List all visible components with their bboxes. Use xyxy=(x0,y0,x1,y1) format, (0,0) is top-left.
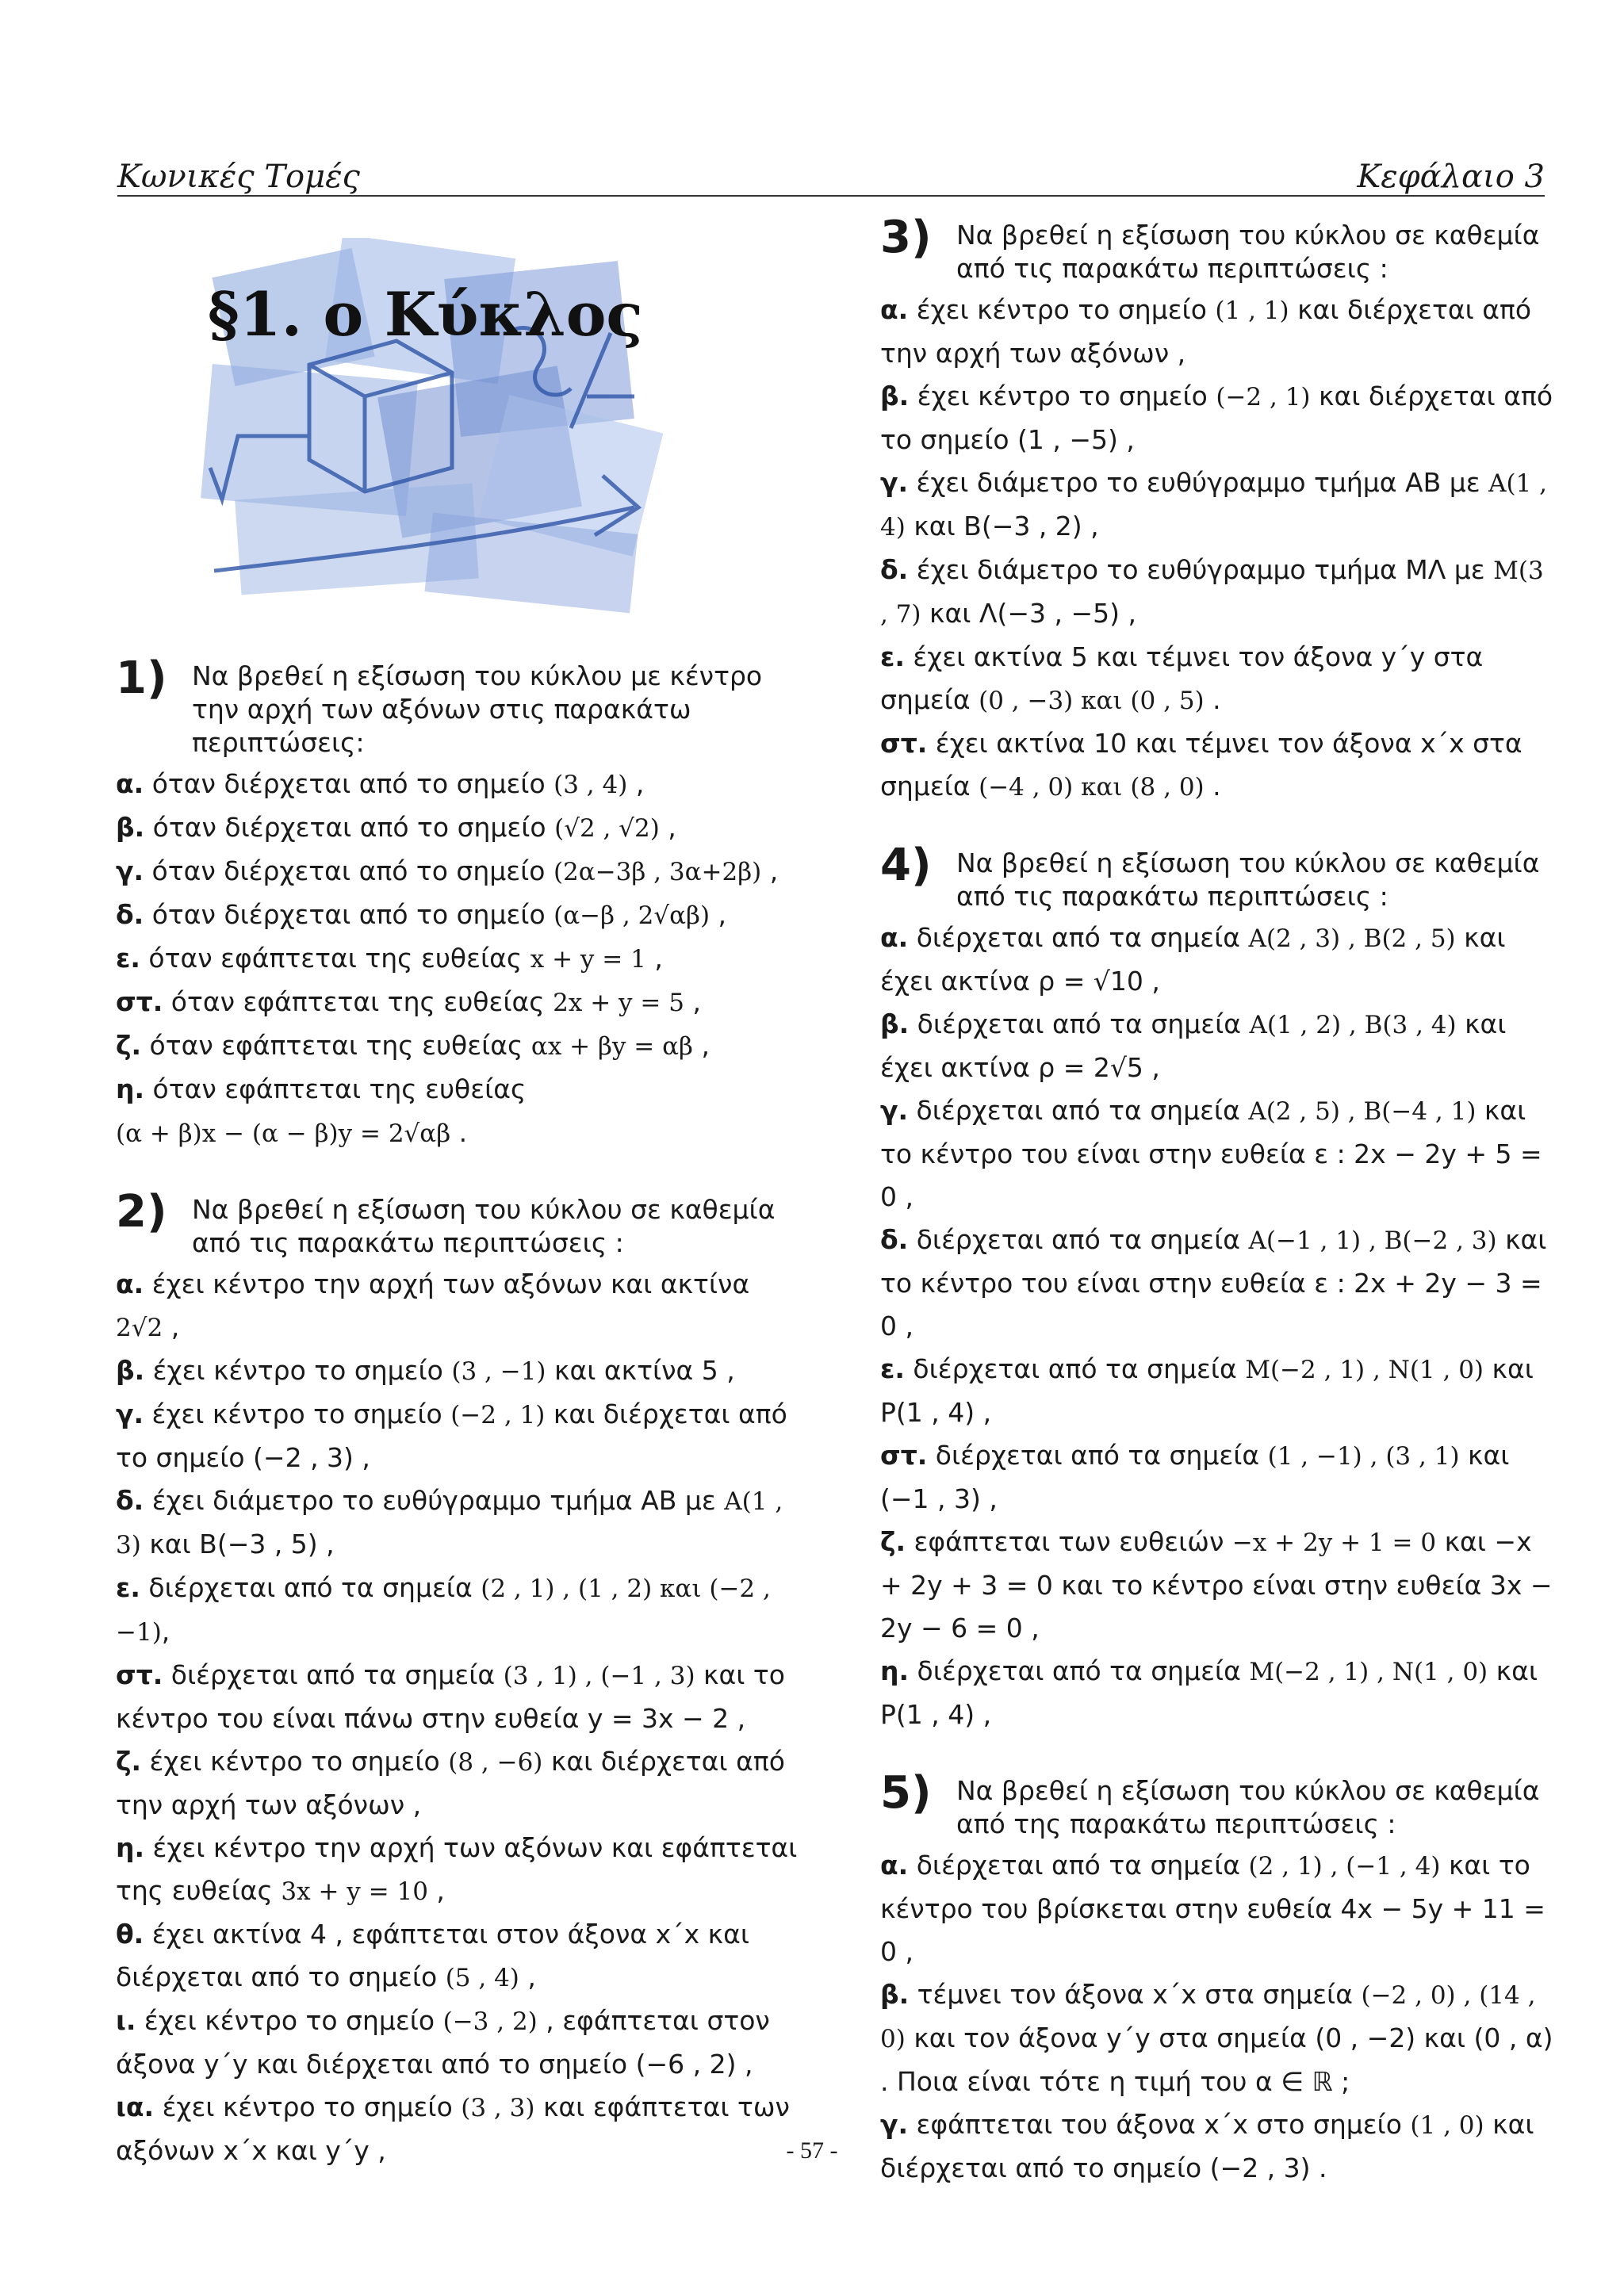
item-label: θ. xyxy=(116,1919,144,1950)
item-label: γ. xyxy=(116,1399,144,1429)
exercise-number: 2) xyxy=(116,1186,167,1238)
item-label: ζ. xyxy=(116,1030,142,1061)
exercise-number: 1) xyxy=(116,652,167,704)
list-item xyxy=(116,1567,798,1654)
section-title: §1. ο Κύκλος xyxy=(208,279,643,350)
list-item xyxy=(116,1349,798,1393)
item-tail: και το κέντρο του είναι στην ευθεία ε : 2x + 2y − 3 = 0 , xyxy=(880,1224,1547,1341)
item-text: εφάπτεται του άξονα x΄x στο σημείο xyxy=(916,2109,1402,2140)
item-text: έχει κέντρο το σημείο xyxy=(149,1746,440,1777)
item-tail: , εφάπτεται στον άξονα y΄y και διέρχεται από το σημείο (−6 , 2) , xyxy=(116,2005,770,2080)
item-tail: και Ρ(1 , 4) , xyxy=(880,1353,1534,1428)
item-text: όταν εφάπτεται της ευθείας xyxy=(149,1030,523,1061)
item-text: έχει κέντρο την αρχή των αξόνων και ακτίνα xyxy=(151,1269,750,1299)
item-tail: , xyxy=(684,986,701,1017)
item-text: διέρχεται από τα σημεία xyxy=(917,1655,1241,1686)
item-label: β. xyxy=(116,812,145,843)
exercise-intro: Να βρεθεί η εξίσωση του κύκλου με κέντρο την αρχή των αξόνων στις παρακάτω περιπτώσεις: xyxy=(192,660,763,758)
list-item xyxy=(880,289,1554,375)
item-math: (−2 , 1) xyxy=(450,1401,546,1429)
item-label: δ. xyxy=(880,554,909,585)
exercise-number: 3) xyxy=(880,212,932,263)
item-label: δ. xyxy=(116,899,144,930)
item-text: όταν εφάπτεται της ευθείας xyxy=(148,943,523,974)
item-math: Α(2 , 3) , Β(2 , 5) xyxy=(1248,924,1456,953)
list-item xyxy=(880,1844,1554,1973)
item-label: στ. xyxy=(880,1440,928,1471)
item-label: στ. xyxy=(116,986,163,1017)
left-column xyxy=(116,652,798,2207)
list-item xyxy=(116,937,798,981)
item-math: 2x + y = 5 xyxy=(553,989,684,1017)
list-item xyxy=(880,461,1554,549)
item-text: όταν διέρχεται από το σημείο xyxy=(152,812,546,843)
item-tail: , xyxy=(645,943,663,974)
item-text: έχει κέντρο το σημείο xyxy=(151,1399,442,1429)
item-math: Μ(−2 , 1) , Ν(1 , 0) xyxy=(1249,1658,1488,1686)
list-item xyxy=(116,1393,798,1479)
item-tail: και έχει ακτίνα ρ = √10 , xyxy=(880,922,1506,997)
item-text: έχει κέντρο το σημείο xyxy=(162,2091,453,2122)
item-tail: και Λ(−3 , −5) , xyxy=(921,598,1136,629)
item-text: διέρχεται από τα σημεία xyxy=(170,1659,496,1690)
item-math: (3 , 4) xyxy=(553,771,628,799)
item-math: (3 , 1) , (−1 , 3) xyxy=(503,1662,695,1690)
list-item xyxy=(880,1434,1554,1521)
item-label: γ. xyxy=(116,855,144,886)
item-math: (8 , −6) xyxy=(448,1748,543,1777)
header-right: Κεφάλαιο 3 xyxy=(1357,159,1545,195)
item-label: στ. xyxy=(880,728,928,759)
item-label: η. xyxy=(116,1832,145,1863)
list-item xyxy=(116,1913,798,1999)
item-label: γ. xyxy=(880,467,909,498)
item-text: διέρχεται από τα σημεία xyxy=(916,1850,1241,1881)
item-text: έχει ακτίνα 5 και τέμνει τον άξονα y΄y στα σημεία xyxy=(880,641,1484,715)
exercise-heading xyxy=(880,212,1554,285)
item-label: η. xyxy=(116,1073,145,1104)
item-math: Α(1 , 3) xyxy=(116,1487,783,1559)
list-item xyxy=(116,1024,798,1068)
item-math: x + y = 1 xyxy=(530,945,646,974)
item-math: αx + βy = αβ xyxy=(530,1032,693,1061)
list-item xyxy=(880,1521,1554,1650)
exercise-intro: Να βρεθεί η εξίσωση του κύκλου σε καθεμία από της παρακάτω περιπτώσεις : xyxy=(956,1775,1540,1839)
list-item xyxy=(116,981,798,1024)
item-math: (3 , −1) xyxy=(451,1357,546,1386)
item-tail: και το κέντρο του βρίσκεται στην ευθεία 4x − 5y + 11 = 0 , xyxy=(880,1850,1545,1967)
exercise-intro: Να βρεθεί η εξίσωση του κύκλου σε καθεμία από τις παρακάτω περιπτώσεις : xyxy=(192,1194,776,1258)
item-tail: , xyxy=(627,768,645,799)
item-label: δ. xyxy=(116,1485,144,1516)
item-math: (3 , 3) xyxy=(461,2094,535,2122)
item-label: ζ. xyxy=(116,1746,142,1777)
exercise-heading xyxy=(880,840,1554,913)
item-math: (−2 , 1) xyxy=(1216,383,1311,411)
item-tail: , xyxy=(710,899,727,930)
item-text: έχει ακτίνα 10 και τέμνει τον άξονα x΄x στα σημεία xyxy=(880,728,1522,802)
item-text: όταν διέρχεται από το σημείο xyxy=(151,855,546,886)
item-text: έχει κέντρο το σημείο xyxy=(144,2005,435,2036)
item-math: (2α−3β , 3α+2β) xyxy=(553,858,762,886)
item-tail: και ακτίνα 5 , xyxy=(546,1355,735,1386)
item-label: ι. xyxy=(116,2005,136,2036)
item-tail: και διέρχεται από την αρχή των αξόνων , xyxy=(116,1746,785,1820)
item-text: διέρχεται από τα σημεία xyxy=(913,1353,1237,1384)
item-label: ε. xyxy=(116,1572,140,1603)
item-label: β. xyxy=(880,381,910,411)
item-tail: . xyxy=(1204,684,1221,715)
item-tail: και έχει ακτίνα ρ = 2√5 , xyxy=(880,1008,1507,1083)
item-math: (5 , 4) xyxy=(445,1964,519,1992)
list-item xyxy=(880,1650,1554,1736)
list-item xyxy=(880,916,1554,1003)
item-tail: και διέρχεται από το σημείο (1 , −5) , xyxy=(880,381,1553,455)
exercise-heading xyxy=(116,652,798,760)
item-text: έχει κέντρο το σημείο xyxy=(917,381,1208,411)
header-left: Κωνικές Τομές xyxy=(117,159,360,195)
item-tail: , xyxy=(692,1030,710,1061)
list-item xyxy=(880,722,1554,809)
list-item xyxy=(880,1219,1554,1348)
exercise-3 xyxy=(880,212,1554,809)
item-math: Α(−1 , 1) , Β(−2 , 3) xyxy=(1248,1226,1497,1255)
item-math: (2 , 1) , (−1 , 4) xyxy=(1248,1852,1441,1881)
list-item xyxy=(116,763,798,806)
exercise-heading xyxy=(116,1186,798,1260)
exercise-intro: Να βρεθεί η εξίσωση του κύκλου σε καθεμία από τις παρακάτω περιπτώσεις : xyxy=(956,220,1540,284)
item-math: Α(2 , 5) , Β(−4 , 1) xyxy=(1248,1097,1477,1126)
exercise-5 xyxy=(880,1767,1554,2190)
item-tail: και τον άξονα y΄y στα σημεία (0 , −2) και (0 , α) . Ποια είναι τότε η τιμή του α ∈ ℝ ; xyxy=(880,2022,1553,2097)
item-label: α. xyxy=(880,294,909,325)
item-tail: και −x + 2y + 3 = 0 και το κέντρο είναι στην ευθεία 3x − 2y − 6 = 0 , xyxy=(880,1526,1553,1644)
item-tail: και διέρχεται από την αρχή των αξόνων , xyxy=(880,294,1532,369)
item-label: δ. xyxy=(880,1224,909,1255)
item-label: ε. xyxy=(880,1353,905,1384)
item-math: 2√2 xyxy=(116,1314,163,1342)
list-item xyxy=(116,1112,798,1155)
list-item xyxy=(880,636,1554,722)
item-label: α. xyxy=(880,922,909,953)
item-math: (α + β)x − (α − β)y = 2√αβ xyxy=(116,1119,451,1148)
list-item xyxy=(880,375,1554,461)
list-item xyxy=(116,894,798,937)
item-label: ε. xyxy=(116,943,140,974)
item-text: διέρχεται από τα σημεία xyxy=(916,1224,1241,1255)
item-tail: και διέρχεται από το σημείο (−2 , 3) . xyxy=(880,2109,1534,2183)
item-text: έχει κέντρο το σημείο xyxy=(152,1355,443,1386)
item-tail: και το κέντρο του είναι στην ευθεία ε : 2x − 2y + 5 = 0 , xyxy=(880,1095,1542,1212)
item-text: όταν εφάπτεται της ευθείας xyxy=(152,1073,527,1104)
item-math: Α(1 , 2) , Β(3 , 4) xyxy=(1249,1011,1457,1039)
item-label: β. xyxy=(116,1355,145,1386)
item-tail: και Β(−3 , 2) , xyxy=(905,511,1099,541)
page-number: - 57 - xyxy=(786,2137,838,2164)
list-item xyxy=(116,1740,798,1827)
item-text: εφάπτεται των ευθειών xyxy=(914,1526,1224,1557)
item-tail: και Ρ(1 , 4) , xyxy=(880,1655,1538,1730)
item-math: Μ(−2 , 1) , Ν(1 , 0) xyxy=(1245,1356,1484,1384)
item-tail: , xyxy=(761,855,779,886)
exercise-2 xyxy=(116,1186,798,2172)
list-item xyxy=(116,1068,798,1112)
item-text: διέρχεται από τα σημεία xyxy=(917,1008,1241,1039)
item-math: (1 , −1) , (3 , 1) xyxy=(1267,1442,1460,1471)
item-tail: , xyxy=(659,812,676,843)
item-text: έχει ακτίνα 4 , εφάπτεται στον άξονα x΄x και διέρχεται από το σημείο xyxy=(116,1919,750,1992)
right-column xyxy=(880,212,1554,2225)
item-math: (√2 , √2) xyxy=(554,814,660,843)
list-item xyxy=(880,1973,1554,2103)
item-tail: και διέρχεται από το σημείο (−2 , 3) , xyxy=(116,1399,787,1473)
item-label: η. xyxy=(880,1655,910,1686)
exercise-1 xyxy=(116,652,798,1155)
item-label: ια. xyxy=(116,2091,155,2122)
item-math: (2 , 1) , (1 , 2) και (−2 , −1) xyxy=(116,1575,771,1647)
exercise-intro: Να βρεθεί η εξίσωση του κύκλου σε καθεμία από τις παρακάτω περιπτώσεις : xyxy=(956,848,1540,912)
exercise-4 xyxy=(880,840,1554,1736)
item-math: 3x + y = 10 xyxy=(281,1877,428,1906)
item-text: όταν διέρχεται από το σημείο xyxy=(151,899,546,930)
page-header xyxy=(117,155,1545,197)
item-math: (−4 , 0) και (8 , 0) xyxy=(979,773,1205,802)
item-text: όταν εφάπτεται της ευθείας xyxy=(170,986,545,1017)
list-item xyxy=(116,850,798,894)
item-text: έχει κέντρο το σημείο xyxy=(916,294,1207,325)
list-item xyxy=(880,1003,1554,1089)
item-label: στ. xyxy=(116,1659,163,1690)
item-tail: , xyxy=(519,1961,536,1992)
exercise-heading xyxy=(880,1767,1554,1841)
item-label: α. xyxy=(116,1269,144,1299)
list-item xyxy=(116,1654,798,1740)
item-label: α. xyxy=(880,1850,909,1881)
item-tail: , xyxy=(161,1616,170,1647)
item-math: (1 , 1) xyxy=(1215,297,1289,325)
item-label: γ. xyxy=(880,1095,909,1126)
list-item xyxy=(116,1999,798,2086)
item-tail: , xyxy=(163,1311,180,1342)
item-tail: και το κέντρο του είναι πάνω στην ευθεία y = 3x − 2 , xyxy=(116,1659,785,1734)
item-text: διέρχεται από τα σημεία xyxy=(916,1095,1240,1126)
item-label: α. xyxy=(116,768,144,799)
item-math: −x + 2y + 1 = 0 xyxy=(1231,1529,1437,1557)
list-item xyxy=(116,1827,798,1913)
item-tail: και εφάπτεται των αξόνων x΄x και y΄y , xyxy=(116,2091,790,2166)
item-math: Α(1 , 4) xyxy=(880,469,1547,541)
list-item xyxy=(116,806,798,850)
item-text: έχει διάμετρο το ευθύγραμμο τμήμα ΜΛ με xyxy=(916,554,1485,585)
item-text: διέρχεται από τα σημεία xyxy=(935,1440,1260,1471)
list-item xyxy=(880,1089,1554,1219)
item-tail: , xyxy=(427,1875,445,1906)
item-label: γ. xyxy=(880,2109,909,2140)
item-tail: . xyxy=(1204,771,1221,802)
item-label: ζ. xyxy=(880,1526,906,1557)
item-text: έχει κέντρο την αρχή των αξόνων και εφάπτεται της ευθείας xyxy=(116,1832,798,1906)
item-math: (−3 , 2) xyxy=(442,2007,538,2036)
item-label: ε. xyxy=(880,641,905,672)
item-text: έχει διάμετρο το ευθύγραμμο τμήμα ΑΒ με xyxy=(151,1485,716,1516)
item-text: όταν διέρχεται από το σημείο xyxy=(151,768,546,799)
item-math: (−2 , 0) , (14 , 0) xyxy=(880,1981,1536,2053)
item-text: τέμνει τον άξονα x΄x στα σημεία xyxy=(917,1979,1353,2010)
list-item xyxy=(880,549,1554,636)
item-text: διέρχεται από τα σημεία xyxy=(916,922,1241,953)
item-tail: και (−1 , 3) , xyxy=(880,1440,1510,1514)
item-math: (α−β , 2√αβ) xyxy=(553,901,710,930)
item-math: (1 , 0) xyxy=(1410,2111,1484,2140)
list-item xyxy=(116,1479,798,1567)
item-tail: . xyxy=(450,1117,468,1148)
item-math: Μ(3 , 7) xyxy=(880,557,1544,629)
exercise-number: 4) xyxy=(880,840,932,891)
item-math: (0 , −3) και (0 , 5) xyxy=(979,687,1205,715)
item-label: β. xyxy=(880,1008,910,1039)
exercise-number: 5) xyxy=(880,1767,932,1819)
item-label: β. xyxy=(880,1979,910,2010)
list-item xyxy=(116,1263,798,1349)
item-text: διέρχεται από τα σημεία xyxy=(148,1572,473,1603)
list-item xyxy=(880,1348,1554,1434)
item-text: έχει διάμετρο το ευθύγραμμο τμήμα ΑΒ με xyxy=(916,467,1480,498)
item-tail: και Β(−3 , 5) , xyxy=(140,1529,335,1559)
